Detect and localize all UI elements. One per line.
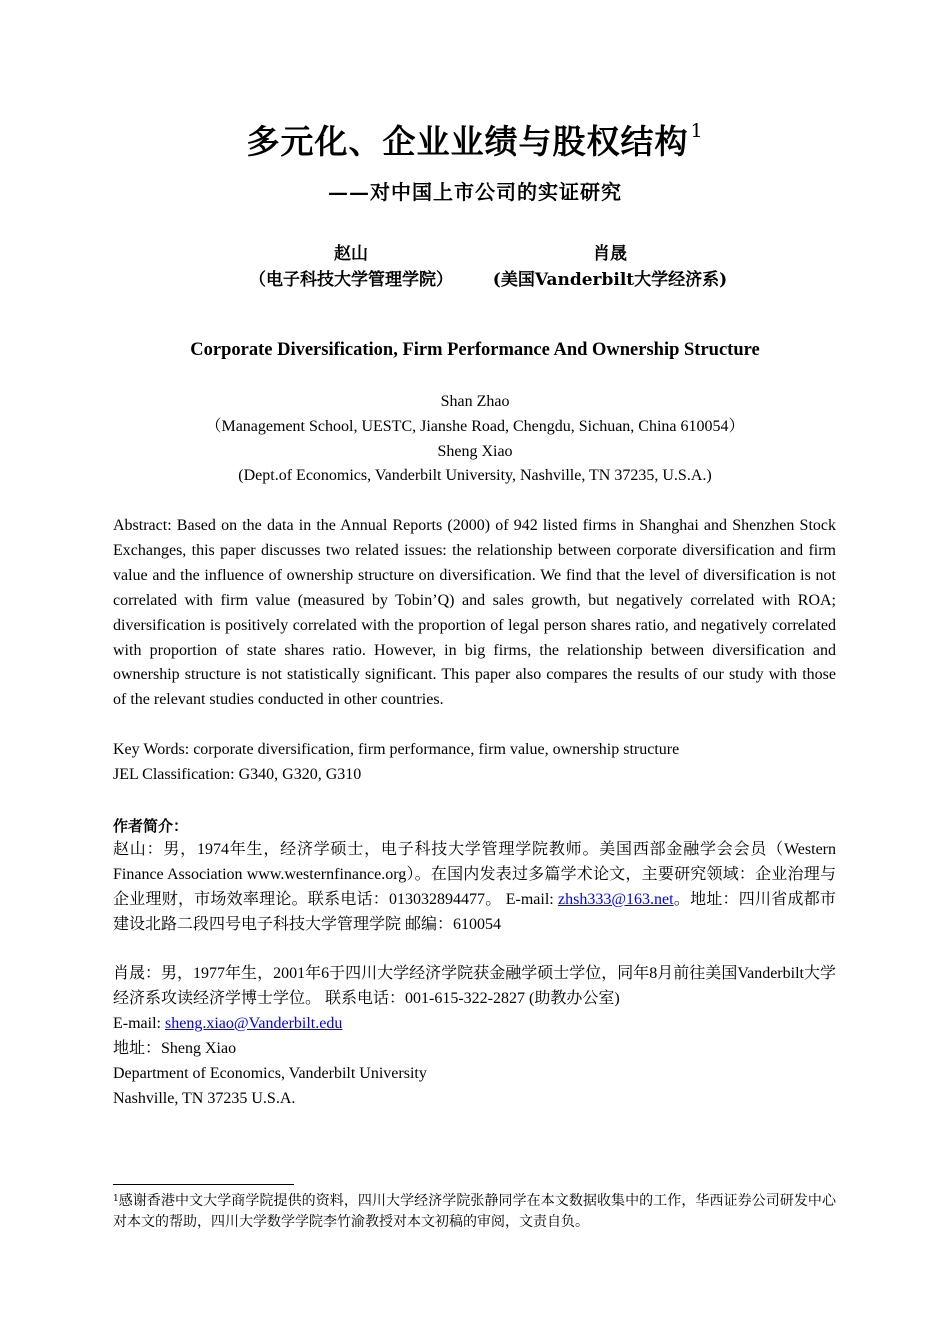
- email-link[interactable]: sheng.xiao@Vanderbilt.edu: [164, 1014, 343, 1032]
- keywords-line: Key Words: corporate diversification, firm performance, firm value, ownership structure: [113, 741, 680, 758]
- english-authors: [0, 390, 950, 489]
- bio-text: 赵山：男，1974年生，经济学硕士，电子科技大学管理学院教师。美国西部金融学会会员（Western Finance Association www.westernfinance.org）。在国内发表过多篇学术论文，主要研究领域：企业治理与企业理财，市场效率理论。联系电话：013032894477。 E-mail:: [113, 841, 836, 908]
- english-author-name: Sheng Xiao: [437, 442, 513, 460]
- author-block-zhao: [196, 241, 506, 293]
- footnote-divider: [113, 1184, 294, 1185]
- paper-title: [0, 116, 950, 163]
- english-author-name: Shan Zhao: [440, 393, 510, 410]
- bio-city-line: Nashville, TN 37235 U.S.A.: [113, 1089, 296, 1107]
- author-bio-zhao: [113, 838, 836, 938]
- english-title: Corporate Diversification, Firm Performance And Ownership Structure: [190, 340, 760, 360]
- footnote-text: 感谢香港中文大学商学院提供的资料，四川大学经济学院张静同学在本文数据收集中的工作，华西证券公司研发中心对本文的帮助，四川大学数学学院李竹渝教授对本文初稿的审阅，文责自负。: [113, 1193, 836, 1230]
- author-bio-xiao: [113, 962, 836, 1111]
- author-affiliation: （电子科技大学管理学院）: [249, 270, 453, 290]
- paper-title-text: 多元化、企业业绩与股权结构: [246, 122, 689, 161]
- bio-email-label: E-mail:: [113, 1014, 165, 1032]
- author-block-xiao: [470, 241, 750, 293]
- jel-classification-line: JEL Classification: G340, G320, G310: [113, 765, 362, 783]
- abstract-paragraph: Abstract: Based on the data in the Annual Reports (2000) of 942 listed firms in Shanghai and Shenzhen Stock Exchanges, this paper discusses two related issues: the relationship between corporate diversification and firm value and the influence of ownership structure on diversification. We find that the level of diversification is not correlated with firm value (measured by Tobin’Q) and sales growth, but negatively correlated with ROA; diversification is positively correlated with the proportion of legal person shares ratio, and negatively correlated with proportion of state shares ratio. However, in big firms, the relationship between diversification and ownership structure is not statistically significant. This paper also compares the results of our study with those of the relevant studies conducted in other countries.: [113, 517, 836, 709]
- author-bio-heading: 作者简介：: [113, 817, 189, 835]
- footnote-mark: 1: [113, 1194, 119, 1204]
- title-footnote-mark[interactable]: 1: [690, 120, 704, 142]
- bio-text: 肖晟：男，1977年生，2001年6于四川大学经济学院获金融学硕士学位，同年8月前往美国Vanderbilt大学经济系攻读经济学博士学位。 联系电话：001-615-322-2827 (助教办公室): [113, 965, 836, 1007]
- author-name: 肖晟: [593, 244, 627, 264]
- email-link[interactable]: zhsh333@163.net: [557, 890, 674, 908]
- paper-subtitle: ——对中国上市公司的实证研究: [328, 180, 622, 204]
- english-author-affiliation: （Management School, UESTC, Jianshe Road, Chengdu, Sichuan, China 610054）: [205, 417, 745, 435]
- bio-email-line: [113, 1012, 836, 1037]
- bio-address-line: 地址：Sheng Xiao: [113, 1039, 237, 1057]
- keywords-block: [113, 738, 836, 788]
- author-affiliation: (美国Vanderbilt大学经济系): [492, 270, 728, 290]
- bio-address: 。地址：四川省成都市建设北路二段四号电子科技大学管理学院 邮编：610054: [113, 890, 836, 933]
- author-name: 赵山: [334, 244, 368, 264]
- bio-department-line: Department of Economics, Vanderbilt University: [113, 1064, 427, 1082]
- footnote: [113, 1189, 836, 1233]
- english-author-affiliation: (Dept.of Economics, Vanderbilt University, Nashville, TN 37235, U.S.A.): [238, 467, 712, 485]
